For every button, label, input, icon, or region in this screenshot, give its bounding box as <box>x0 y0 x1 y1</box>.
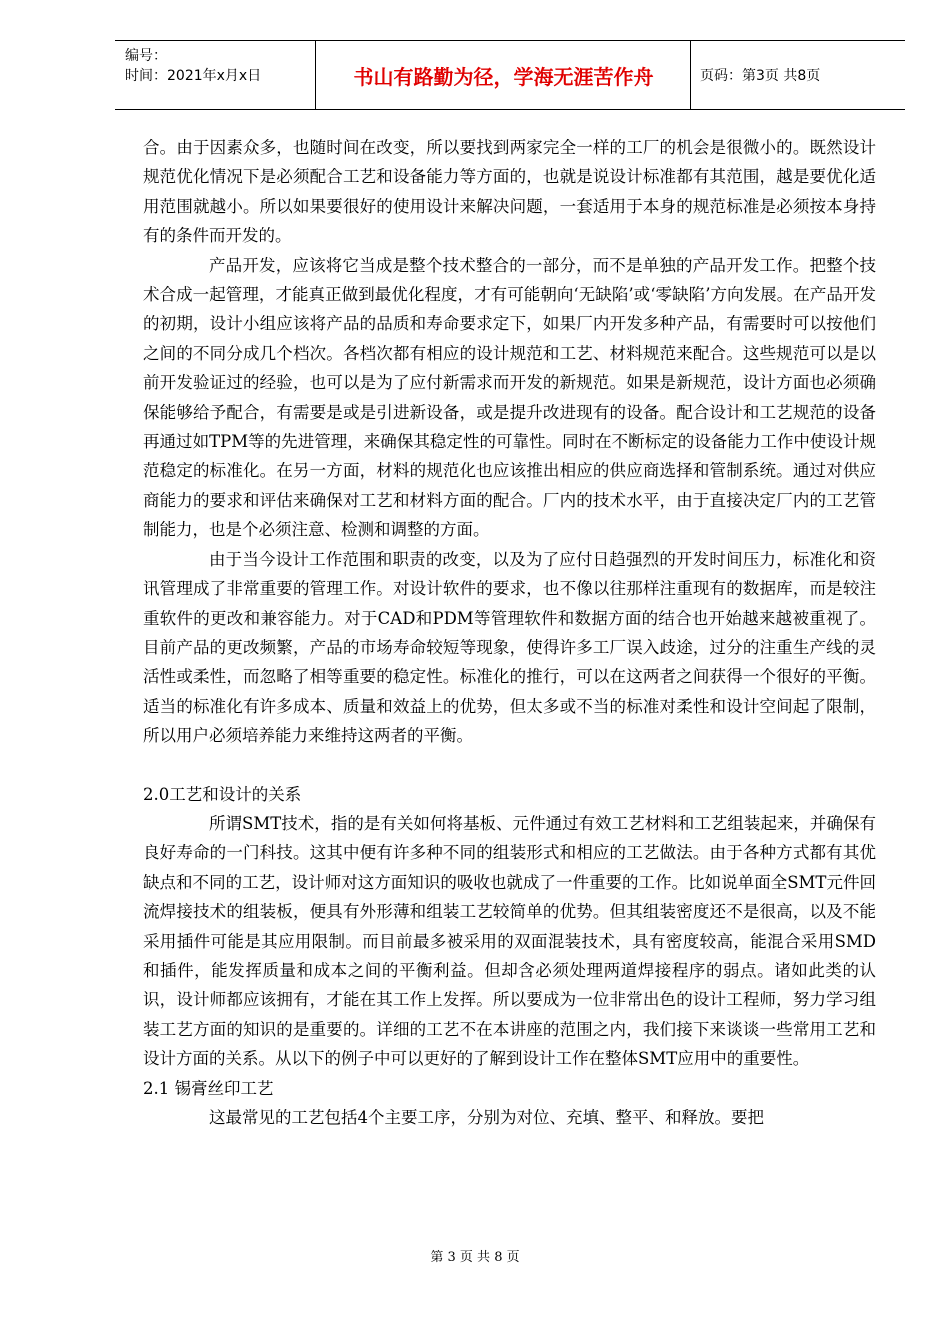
header-page-label: 页码：第3页 共8页 <box>700 68 821 84</box>
number-label: 编号： <box>125 48 167 64</box>
paragraph-spacer <box>143 751 876 780</box>
page-footer: 第 3 页 共 8 页 <box>430 1250 520 1265</box>
document-header <box>115 40 905 110</box>
paragraph: 合。由于因素众多，也随时间在改变，所以要找到两家完全一样的工厂的机会是很微小的。既然设计规范优化情况下是必须配合工艺和设备能力等方面的，也就是说设计标准都有其范围，越是要优化适用范围就越小。所以如果要很好的使用设计来解决问题，一套适用于本身的规范标准是必须按本身持有的条件而开发的。 <box>143 138 876 246</box>
paragraph: 所谓SMT技术，指的是有关如何将基板、元件通过有效工艺材料和工艺组装起来，并确保有良好寿命的一门科技。这其中便有许多种不同的组装形式和相应的工艺做法。由于各种方式都有其优缺点和不同的工艺，设计师对这方面知识的吸收也就成了一件重要的工作。比如说单面全SMT元件回流焊接技术的组装板，便具有外形薄和组装工艺较简单的优势。但其组装密度还不是很高，以及不能采用插件可能是其应用限制。而目前最多被采用的双面混装技术，具有密度较高，能混合采用SMD和插件，能发挥质量和成本之间的平衡利益。但却含必须处理两道焊接程序的弱点。诸如此类的认识，设计师都应该拥有，才能在其工作上发挥。所以要成为一位非常出色的设计工程师，努力学习组装工艺方面的知识的是重要的。详细的工艺不在本讲座的范围之内，我们接下来谈谈一些常用工艺和设计方面的关系。从以下的例子中可以更好的了解到设计工作在整体SMT应用中的重要性。 <box>143 813 876 1069</box>
paragraph: 由于当今设计工作范围和职责的改变，以及为了应付日趋强烈的开发时间压力，标准化和资讯管理成了非常重要的管理工作。对设计软件的要求，也不像以往那样注重现有的数据库，而是较注重软件的更改和兼容能力。对于CAD和PDM等管理软件和数据方面的结合也开始越来越被重视了。目前产品的更改频繁，产品的市场寿命较短等现象，使得许多工厂误入歧途，过分的注重生产线的灵活性或柔性，而忽略了相等重要的稳定性。标准化的推行，可以在这两者之间获得一个很好的平衡。适当的标准化有许多成本、质量和效益上的优势，但太多或不当的标准对柔性和设计空间起了限制，所以用户必须培养能力来维持这两者的平衡。 <box>143 549 876 746</box>
paragraph: 产品开发，应该将它当成是整个技术整合的一部分，而不是单独的产品开发工作。把整个技术合成一起管理，才能真正做到最优化程度，才有可能朝向‘无缺陷’或‘零缺陷’方向发展。在产品开发的初期，设计小组应该将产品的品质和寿命要求定下，如果厂内开发多种产品，有需要时可以按他们之间的不同分成几个档次。各档次都有相应的设计规范和工艺、材料规范来配合。这些规范可以是以前开发验证过的经验，也可以是为了应付新需求而开发的新规范。如果是新规范，设计方面也必须确保能够给予配合，有需要是或是引进新设备，或是提升改进现有的设备。配合设计和工艺规范的设备再通过如TPM等的先进管理，来确保其稳定性的可靠性。同时在不断标定的设备能力工作中使设计规范稳定的标准化。在另一方面，材料的规范化也应该推出相应的供应商选择和管制系统。通过对供应商能力的要求和评估来确保对工艺和材料方面的配合。厂内的技术水平，由于直接决定厂内的工艺管制能力，也是个必须注意、检测和调整的方面。 <box>143 255 876 540</box>
header-divider-left <box>315 41 316 109</box>
paragraph: 这最常见的工艺包括4个主要工序，分别为对位、充填、整平、和释放。要把 <box>209 1108 764 1127</box>
header-motto: 书山有路勤为径，学海无涯苦作舟 <box>353 64 654 89</box>
section-heading: 2.1 锡膏丝印工艺 <box>143 1078 274 1098</box>
time-label: 时间：2021年x月x日 <box>125 68 262 84</box>
section-heading: 2.0工艺和设计的关系 <box>143 784 302 804</box>
document-body <box>143 133 876 1132</box>
header-divider-right <box>690 41 691 109</box>
header-meta <box>115 41 315 109</box>
